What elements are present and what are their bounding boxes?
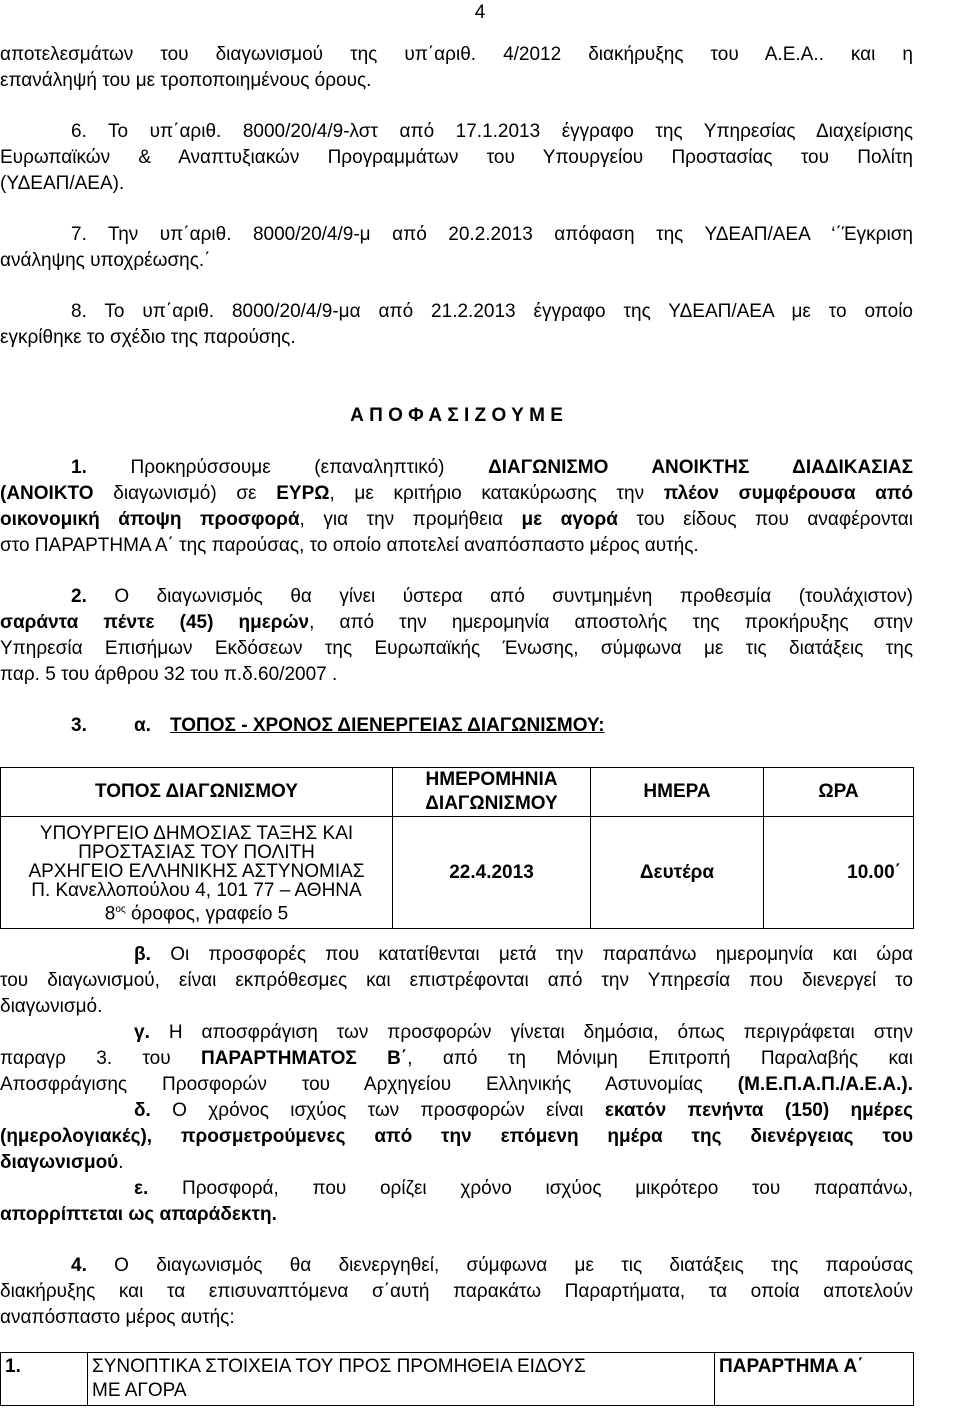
para-d-validity: εκατόν πενήντα (150) ημέρες	[604, 1100, 914, 1121]
tender-schedule-table	[0, 767, 914, 929]
header-date-line-2: ΔΙΑΓΩΝΙΣΜΟΥ	[425, 793, 558, 814]
para-b-line-2: του διαγωνισμού, είναι εκπρόθεσμες και επιστρέφονται από την Υπηρεσία που διενεργεί το	[0, 970, 913, 991]
place-line-5	[1, 900, 392, 923]
para2-line-3: Υπηρεσία Επισήμων Εκδόσεων της Ευρωπαϊκής Ένωσης, σύμφωνα με τις διατάξεις της	[0, 638, 913, 659]
header-place-text: ΤΟΠΟΣ ΔΙΑΓΩΝΙΣΜΟΥ	[95, 781, 298, 802]
annex-description-line-1: ΣΥΝΟΠΤΙΚΑ ΣΤΟΙΧΕΙΑ ΤΟΥ ΠΡΟΣ ΠΡΟΜΗΘΕΙΑ ΕΙΔΟΥΣ	[92, 1356, 586, 1377]
annex-table	[0, 1352, 914, 1406]
para-b-text: Οι προσφορές που κατατίθενται μετά την παραπάνω ημερομηνία και ώρα	[170, 944, 913, 965]
para1-line-2	[0, 482, 913, 506]
cell-day	[591, 817, 764, 929]
cell-date	[393, 817, 591, 929]
annex-description	[88, 1353, 715, 1406]
annex-number-text: 1.	[5, 1356, 21, 1377]
page-number: 4	[474, 2, 486, 23]
header-date	[393, 768, 591, 817]
header-place	[1, 768, 393, 817]
para1-line-3	[0, 508, 913, 532]
header-day-text: ΗΜΕΡΑ	[643, 781, 711, 802]
para-b-line-1	[134, 943, 913, 967]
para-e-text: Προσφορά, που ορίζει χρόνο ισχύος μικρότερο του παραπάνω,	[182, 1178, 913, 1199]
para-g-line-2	[0, 1047, 913, 1071]
para-d-period: .	[118, 1152, 124, 1173]
para2-line-2	[0, 611, 913, 635]
para1-open: (ΑΝΟΙΚΤΟ	[0, 483, 94, 504]
item8-line-1: 8. Το υπ΄αριθ. 8000/20/4/9-μα από 21.2.2013 έγγραφο της ΥΔΕΑΠ/ΑΕΑ με το οποίο	[71, 301, 913, 322]
para1-number: 1.	[71, 457, 87, 478]
para-d-text: Ο χρόνος ισχύος των προσφορών είναι	[172, 1100, 584, 1121]
para3-title: ΤΟΠΟΣ - ΧΡΟΝΟΣ ΔΙΕΝΕΡΓΕΙΑΣ ΔΙΑΓΩΝΙΣΜΟΥ:	[170, 715, 605, 736]
para-e-line-1	[134, 1177, 913, 1201]
para1-euro: ΕΥΡΩ	[276, 483, 330, 504]
place-line-1: ΥΠΟΥΡΓΕΙΟ ΔΗΜΟΣΙΑΣ ΤΑΞΗΣ ΚΑΙ	[39, 823, 354, 845]
item6-line-1: 6. Το υπ΄αριθ. 8000/20/4/9-λστ από 17.1.2013 έγγραφο της Υπηρεσίας Διαχείρισης	[71, 121, 913, 142]
para-g-text-2: παραγρ 3. του	[0, 1048, 171, 1069]
para-g-text-4: Αποσφράγισης Προσφορών του Αρχηγείου Ελληνικής Αστυνομίας	[0, 1074, 703, 1095]
para-g-text: Η αποσφράγιση των προσφορών γίνεται δημόσια, όπως περιγράφεται στην	[168, 1022, 913, 1043]
para1-text-4: , για την προμήθεια	[299, 509, 503, 530]
para1-line-4: στο ΠΑΡΑΡΤΗΜΑ Α΄ της παρούσας, το οποίο αποτελεί αναπόσπαστο μέρος αυτής.	[0, 535, 699, 556]
annex-reference-text: ΠΑΡΑΡΤΗΜΑ Α΄	[719, 1356, 864, 1377]
para-e-line-2: απορρίπτεται ως απαράδεκτη.	[0, 1204, 277, 1225]
header-day	[591, 768, 764, 817]
para1-tender-type: ΔΙΑΓΩΝΙΣΜΟ ΑΝΟΙΚΤΗΣ ΔΙΑΔΙΚΑΣΙΑΣ	[488, 457, 914, 478]
place-line-2: ΠΡΟΣΤΑΣΙΑΣ ΤΟΥ ΠΟΛΙΤΗ	[78, 842, 315, 864]
para-g-annex-b: ΠΑΡΑΡΤΗΜΑΤΟΣ Β΄	[200, 1048, 408, 1069]
para-g-line-3	[0, 1073, 913, 1097]
item7-line-2: ανάληψης υποχρέωσης.΄	[0, 250, 211, 271]
para1-text-2: διαγωνισμό) σε	[113, 483, 257, 504]
para2-text: Ο διαγωνισμός θα γίνει ύστερα από συντμημένη προθεσμία (τουλάχιστον)	[114, 586, 913, 607]
place-line-3: ΑΡΧΗΓΕΙΟ ΕΛΛΗΝΙΚΗΣ ΑΣΤΥΝΟΜΙΑΣ	[28, 861, 365, 883]
cell-place	[1, 817, 393, 929]
para2-line-4: παρ. 5 του άρθρου 32 του π.δ.60/2007 .	[0, 664, 338, 685]
para2-text-2: , από την ημερομηνία αποστολής της προκήρυξης στην	[309, 612, 913, 633]
annex-reference	[715, 1353, 914, 1406]
para-b-line-3: διαγωνισμό.	[0, 996, 103, 1017]
day-value: Δευτέρα	[639, 861, 715, 883]
para-g-label: γ.	[134, 1022, 150, 1043]
para1-text: Προκηρύσσουμε (επαναληπτικό)	[130, 457, 445, 478]
item6-line-2: Ευρωπαϊκών & Αναπτυξιακών Προγραμμάτων του Υπουργείου Προστασίας του Πολίτη	[0, 147, 913, 168]
cell-time	[764, 817, 914, 929]
para-d-label: δ.	[134, 1100, 151, 1121]
place-line-4: Π. Κανελλοπούλου 4, 101 77 – ΑΘΗΝΑ	[31, 880, 362, 902]
header-time-text: ΩΡΑ	[818, 781, 859, 802]
header-time	[764, 768, 914, 817]
para1-line-1	[71, 456, 913, 480]
para1-criterion-2: οικονομική άποψη προσφορά	[0, 509, 300, 530]
para4-number: 4.	[71, 1255, 87, 1276]
para-d-tender: διαγωνισμού	[0, 1152, 119, 1173]
time-value: 10.00΄	[847, 861, 901, 883]
header-date-line-1: ΗΜΕΡΟΜΗΝΙΑ	[425, 769, 558, 790]
para-d-line-3	[0, 1151, 124, 1175]
para4-line-3: αναπόσπαστο μέρος αυτής:	[0, 1307, 235, 1328]
item6-line-3: (ΥΔΕΑΠ/ΑΕΑ).	[0, 173, 125, 194]
intro-line-1: αποτελεσμάτων του διαγωνισμού της υπ΄αριθ. 4/2012 διακήρυξης του Α.Ε.Α.. και η	[0, 44, 913, 65]
para3-number: 3.	[71, 715, 87, 736]
para-g-text-3: , από τη Μόνιμη Επιτροπή Παραλαβής και	[407, 1048, 913, 1069]
annex-description-line-2: ΜΕ ΑΓΟΡΑ	[92, 1380, 187, 1401]
para2-deadline: σαράντα πέντε (45) ημερών	[0, 612, 310, 633]
floor-suffix: ος	[115, 904, 126, 916]
item8-line-2: εγκρίθηκε το σχέδιο της παρούσης.	[0, 327, 296, 348]
para-g-committee: (Μ.Ε.Π.Α.Π./Α.Ε.Α.).	[737, 1074, 913, 1095]
para3-sub-label: α.	[134, 715, 151, 736]
para2-line-1	[71, 585, 913, 609]
para-g-line-1	[134, 1021, 913, 1045]
para-e-label: ε.	[134, 1178, 149, 1199]
annex-number	[1, 1353, 88, 1406]
floor-number: 8	[104, 903, 116, 925]
para1-text-5: του είδους που αναφέρονται	[636, 509, 913, 530]
floor-text: όροφος, γραφείο 5	[125, 903, 289, 925]
para4-line-2: διακήρυξης και τα επισυναπτόμενα σ΄αυτή παρακάτω Παραρτήματα, τα οποία αποτελούν	[0, 1281, 913, 1302]
date-value: 22.4.2013	[449, 861, 534, 883]
para1-text-3: , με κριτήριο κατακύρωσης την	[329, 483, 645, 504]
decision-heading: Α Π Ο Φ Α Σ Ι Ζ Ο Υ Μ Ε	[350, 405, 563, 426]
para1-purchase: με αγορά	[521, 509, 618, 530]
para1-criterion: πλέον συμφέρουσα από	[663, 483, 914, 504]
para2-number: 2.	[71, 586, 87, 607]
para-d-line-2: (ημερολογιακές), προσμετρούμενες από την επόμενη ημέρα της διενέργειας του	[0, 1126, 913, 1147]
para4-line-1	[71, 1254, 913, 1278]
para-b-label: β.	[134, 944, 151, 965]
intro-line-2: επανάληψή του με τροποποιημένους όρους.	[0, 70, 372, 91]
para-d-line-1	[134, 1099, 913, 1123]
item7-line-1: 7. Την υπ΄αριθ. 8000/20/4/9-μ από 20.2.2013 απόφαση της ΥΔΕΑΠ/ΑΕΑ ‘΄Έγκριση	[71, 224, 913, 245]
para4-text: Ο διαγωνισμός θα διενεργηθεί, σύμφωνα με τις διατάξεις της παρούσας	[114, 1255, 913, 1276]
